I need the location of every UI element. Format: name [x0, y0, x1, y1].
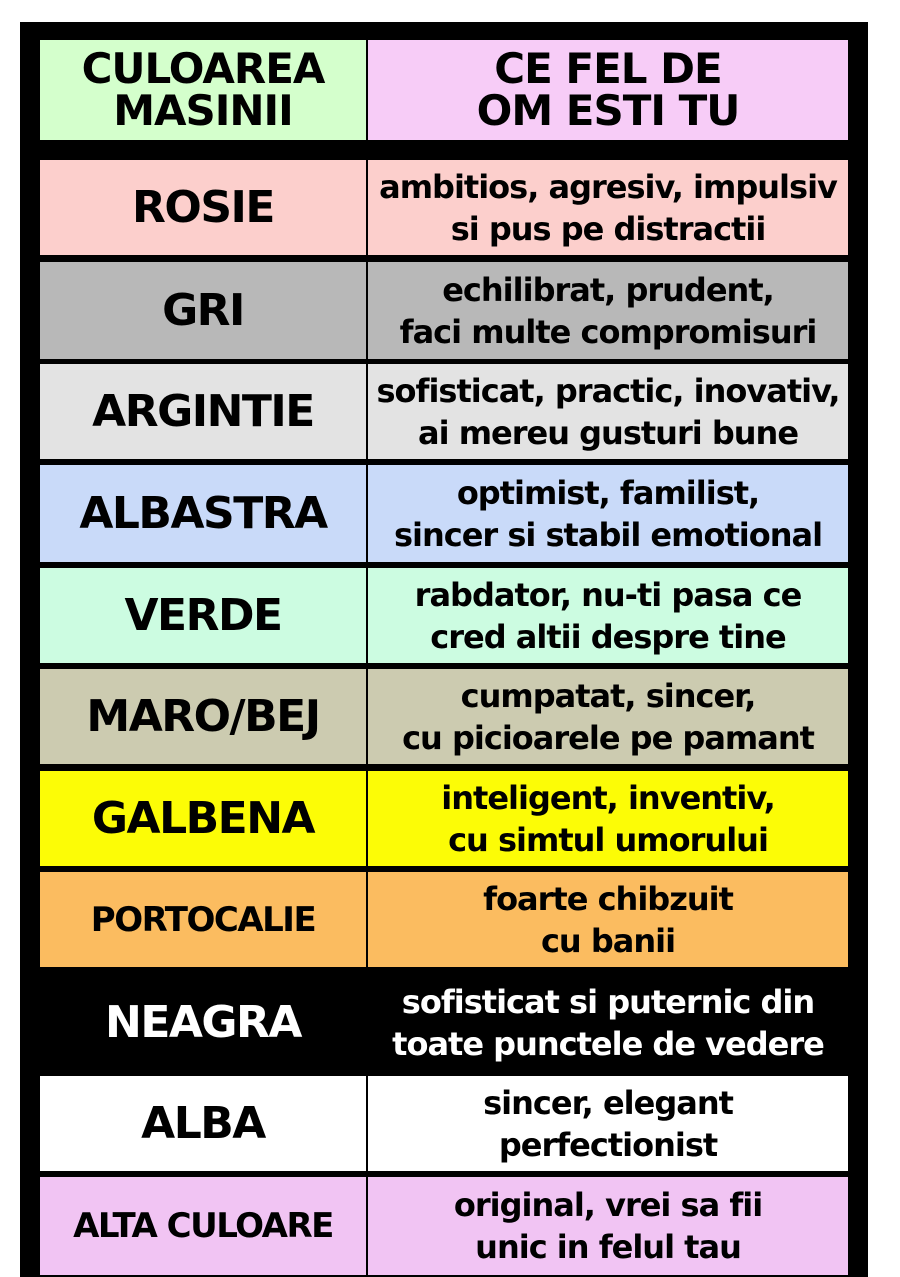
personality-cell: [368, 160, 848, 255]
personality-description: foarte chibzuit cu banii: [483, 879, 733, 960]
car-color-name: NEAGRA: [105, 996, 301, 1048]
personality-description: sincer, elegant perfectionist: [483, 1083, 733, 1164]
header-personality-label: CE FEL DE OM ESTI TU: [476, 44, 740, 135]
car-color-name: ALBASTRA: [79, 487, 327, 539]
personality-description: sofisticat si puternic din toate punctele de vedere: [392, 982, 824, 1063]
personality-description: cumpatat, sincer, cu picioarele pe pamant: [402, 676, 814, 757]
table-row: [20, 364, 868, 459]
personality-description: original, vrei sa fii unic in felul tau: [453, 1186, 763, 1266]
personality-cell: [368, 364, 848, 459]
header-car-color: [40, 40, 366, 140]
car-color-cell: [40, 262, 366, 359]
car-color-name: VERDE: [124, 589, 282, 641]
car-color-cell: [40, 160, 366, 255]
header-row: [20, 40, 868, 140]
car-color-personality-table: [20, 22, 868, 1277]
personality-description: rabdator, nu-ti pasa ce cred altii despre tine: [414, 575, 802, 656]
car-color-cell: [40, 568, 366, 663]
personality-description: ambitios, agresiv, impulsiv si pus pe distractii: [379, 167, 837, 248]
personality-cell: [368, 974, 848, 1071]
car-color-cell: [40, 1177, 366, 1275]
car-color-name: MARO/BEJ: [86, 690, 320, 742]
personality-description: optimist, familist, sincer si stabil emotional: [393, 473, 823, 554]
table-row: [20, 262, 868, 359]
car-color-name: PORTOCALIE: [90, 899, 316, 940]
car-color-cell: [40, 771, 366, 866]
car-color-cell: [40, 1076, 366, 1171]
car-color-cell: [40, 465, 366, 562]
personality-description: inteligent, inventiv, cu simtul umorului: [441, 778, 775, 859]
table-row: [20, 771, 868, 866]
car-color-cell: [40, 872, 366, 967]
car-color-name: GRI: [162, 284, 244, 336]
personality-description: echilibrat, prudent, faci multe compromisuri: [399, 270, 817, 351]
car-color-name: ALTA CULOARE: [73, 1206, 333, 1246]
table-row: [20, 568, 868, 663]
personality-cell: [368, 1177, 848, 1275]
table-row: [20, 872, 868, 967]
car-color-name: ARGINTIE: [92, 385, 314, 437]
car-color-cell: [40, 974, 366, 1071]
personality-cell: [368, 771, 848, 866]
car-color-cell: [40, 364, 366, 459]
table-row: [20, 974, 868, 1071]
personality-cell: [368, 1076, 848, 1171]
personality-cell: [368, 465, 848, 562]
table-row: [20, 669, 868, 764]
car-color-cell: [40, 669, 366, 764]
personality-cell: [368, 262, 848, 359]
car-color-name: ROSIE: [132, 181, 274, 233]
header-car-color-label: CULOAREA MASINII: [81, 44, 325, 135]
table-row: [20, 160, 868, 255]
table-row: [20, 1177, 868, 1275]
personality-cell: [368, 568, 848, 663]
personality-cell: [368, 669, 848, 764]
header-personality: [368, 40, 848, 140]
car-color-name: ALBA: [141, 1097, 265, 1149]
personality-description: sofisticat, practic, inovativ, ai mereu gusturi bune: [376, 371, 840, 452]
personality-cell: [368, 872, 848, 967]
table-row: [20, 465, 868, 562]
table-row: [20, 1076, 868, 1171]
car-color-name: GALBENA: [91, 792, 315, 844]
